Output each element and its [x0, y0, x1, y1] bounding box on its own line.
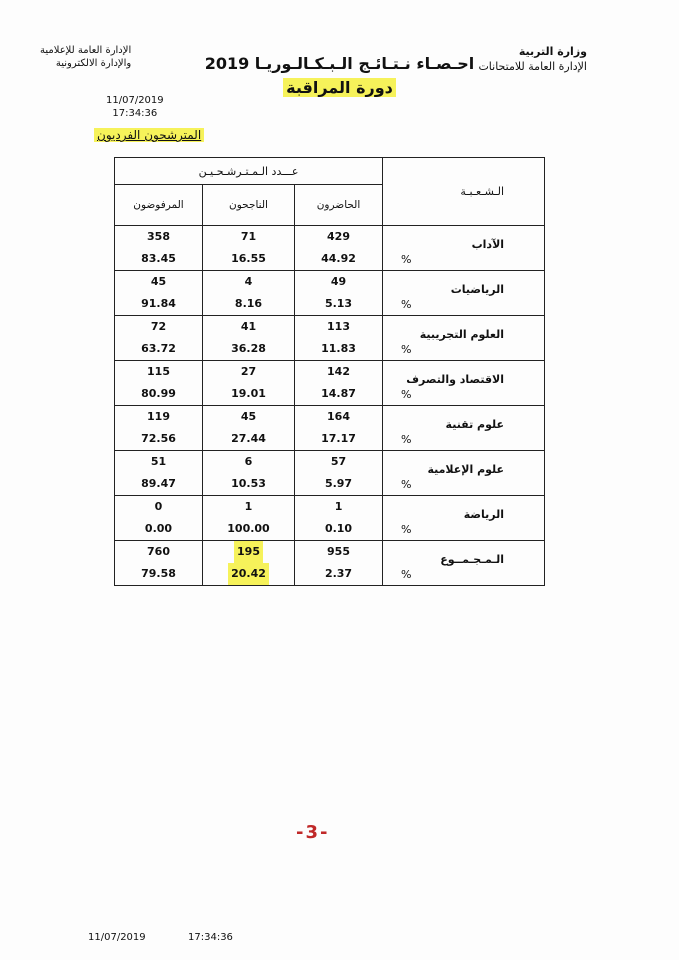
passed-cell: [203, 271, 295, 316]
passed-count: 4: [244, 275, 253, 288]
footer-time: 17:34:36: [188, 932, 233, 943]
passed-count: 6: [244, 455, 253, 468]
rejected-cell: [115, 316, 203, 361]
present-count: 1: [334, 500, 343, 513]
passed-cell: [203, 316, 295, 361]
branch-cell: [383, 406, 545, 451]
present-percent: 2.37: [324, 567, 353, 580]
timestamp: [106, 94, 164, 120]
present-header: الحاضرون: [295, 185, 383, 226]
percent-symbol: %: [401, 388, 412, 401]
branch-name: علوم الإعلامية: [427, 463, 505, 476]
rejected-percent: 0.00: [144, 522, 173, 535]
rejected-cell: [115, 496, 203, 541]
passed-header: الناجحون: [203, 185, 295, 226]
passed-percent: 8.16: [234, 297, 263, 310]
rejected-count: 119: [147, 410, 170, 423]
branch-cell: [383, 541, 545, 586]
present-cell: [295, 361, 383, 406]
percent-symbol: %: [401, 343, 412, 356]
passed-cell: [203, 226, 295, 271]
rejected-count: 45: [150, 275, 167, 288]
present-percent: 11.83: [321, 342, 356, 355]
footer-date: 11/07/2019: [88, 932, 146, 943]
present-percent: 14.87: [321, 387, 356, 400]
rejected-cell: [115, 541, 203, 586]
candidates-count-header: عـــدد الـمـتـرشـحـيـن: [115, 158, 383, 185]
passed-cell: [203, 541, 295, 586]
rejected-count: 115: [147, 365, 170, 378]
rejected-percent: 72.56: [141, 432, 176, 445]
percent-symbol: %: [401, 568, 412, 581]
session-subtitle: [0, 78, 679, 97]
branch-cell: [383, 271, 545, 316]
table-row: [115, 541, 545, 586]
page-title: احـصـاء نـتـائـج الـبـكـالـوريـا 2019: [204, 54, 475, 73]
percent-symbol: %: [401, 298, 412, 311]
rejected-count: 358: [147, 230, 170, 243]
passed-percent: 27.44: [231, 432, 266, 445]
branch-cell: [383, 496, 545, 541]
exams-directorate: الإدارة العامة للامتحانات: [478, 60, 587, 73]
branch-cell: [383, 361, 545, 406]
present-count: 113: [327, 320, 350, 333]
passed-percent: 20.42: [228, 563, 269, 585]
present-cell: [295, 316, 383, 361]
branch-cell: [383, 316, 545, 361]
branch-name: الـمـجـمــوع: [440, 553, 505, 566]
present-count: 429: [327, 230, 350, 243]
rejected-percent: 91.84: [141, 297, 176, 310]
present-percent: 5.97: [324, 477, 353, 490]
branch-cell: [383, 226, 545, 271]
branch-name: الرياضة: [463, 508, 505, 521]
passed-cell: [203, 451, 295, 496]
passed-percent: 100.00: [227, 522, 270, 535]
percent-symbol: %: [401, 523, 412, 536]
branch-header: الـشـعـبـة: [383, 158, 545, 226]
table-row: [115, 451, 545, 496]
passed-count: 27: [240, 365, 257, 378]
candidates-label: [94, 128, 204, 142]
table-row: [115, 271, 545, 316]
present-percent: 0.10: [324, 522, 353, 535]
passed-count: 71: [240, 230, 257, 243]
present-percent: 44.92: [321, 252, 356, 265]
timestamp-time: 17:34:36: [112, 108, 158, 119]
present-percent: 17.17: [321, 432, 356, 445]
rejected-cell: [115, 361, 203, 406]
percent-symbol: %: [401, 478, 412, 491]
present-cell: [295, 271, 383, 316]
passed-count: 45: [240, 410, 257, 423]
rejected-cell: [115, 406, 203, 451]
present-cell: [295, 541, 383, 586]
rejected-count: 72: [150, 320, 167, 333]
present-cell: [295, 451, 383, 496]
branch-cell: [383, 451, 545, 496]
present-count: 49: [330, 275, 347, 288]
passed-count: 41: [240, 320, 257, 333]
branch-name: الرياضيات: [450, 283, 505, 296]
passed-cell: [203, 361, 295, 406]
rejected-count: 760: [147, 545, 170, 558]
table-row: [115, 406, 545, 451]
present-cell: [295, 406, 383, 451]
branch-name: علوم تقنية: [445, 418, 505, 431]
passed-percent: 16.55: [231, 252, 266, 265]
rejected-cell: [115, 226, 203, 271]
rejected-header: المرفوضون: [115, 185, 203, 226]
percent-symbol: %: [401, 433, 412, 446]
present-count: 955: [327, 545, 350, 558]
ministry-name: وزارة التربية: [518, 45, 587, 58]
page-number: -3-: [296, 822, 330, 843]
present-percent: 5.13: [324, 297, 353, 310]
present-count: 164: [327, 410, 350, 423]
rejected-count: 51: [150, 455, 167, 468]
rejected-cell: [115, 271, 203, 316]
rejected-percent: 83.45: [141, 252, 176, 265]
passed-cell: [203, 406, 295, 451]
passed-count: 1: [244, 500, 253, 513]
percent-symbol: %: [401, 253, 412, 266]
present-cell: [295, 496, 383, 541]
rejected-percent: 63.72: [141, 342, 176, 355]
table-row: [115, 496, 545, 541]
present-cell: [295, 226, 383, 271]
timestamp-date: 11/07/2019: [106, 95, 164, 106]
it-directorate-line2: والإدارة الالكترونية: [55, 58, 132, 69]
rejected-percent: 80.99: [141, 387, 176, 400]
branch-name: الاقتصاد والتصرف: [406, 373, 505, 386]
table-row: [115, 316, 545, 361]
present-count: 142: [327, 365, 350, 378]
passed-percent: 19.01: [231, 387, 266, 400]
table-row: [115, 226, 545, 271]
rejected-percent: 89.47: [141, 477, 176, 490]
rejected-cell: [115, 451, 203, 496]
session-subtitle-text: دورة المراقبة: [283, 78, 396, 97]
passed-cell: [203, 496, 295, 541]
present-count: 57: [330, 455, 347, 468]
passed-count: 195: [234, 541, 263, 563]
passed-percent: 10.53: [231, 477, 266, 490]
passed-percent: 36.28: [231, 342, 266, 355]
rejected-percent: 79.58: [141, 567, 176, 580]
rejected-count: 0: [154, 500, 163, 513]
branch-name: الآداب: [471, 238, 505, 251]
candidates-label-text: المترشحون الفرديون: [94, 128, 204, 142]
table-row: [115, 361, 545, 406]
branch-name: العلوم التجريبية: [419, 328, 505, 341]
results-table: [114, 157, 545, 586]
it-directorate-line1: الإدارة العامة للإعلامية: [40, 45, 132, 56]
